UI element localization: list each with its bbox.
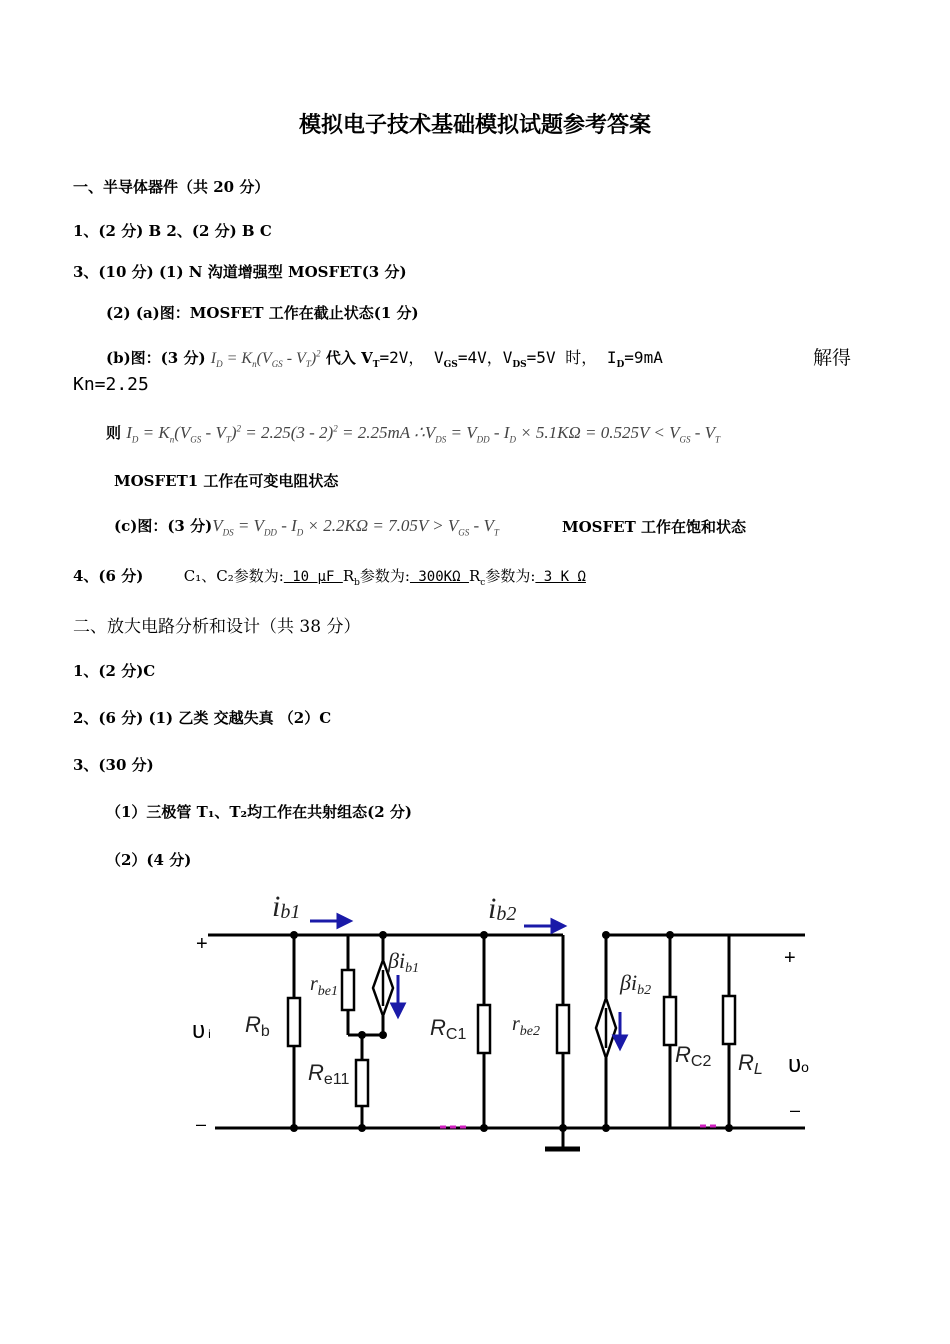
label-plus-out: + bbox=[784, 947, 796, 969]
s2-answer-q1: 1、(2 分)C bbox=[73, 662, 156, 680]
arrow-beta-ib2 bbox=[614, 1036, 626, 1048]
label-rb: Rb bbox=[245, 1012, 270, 1040]
small-signal-circuit bbox=[180, 880, 830, 1170]
arrow-ib2 bbox=[552, 920, 564, 932]
q3-b-label: (b)图：(3 分) bbox=[106, 349, 206, 367]
q3-b-solve: 解得 bbox=[813, 347, 852, 369]
label-vo: υo bbox=[788, 1051, 809, 1078]
label-plus-in: + bbox=[196, 933, 208, 955]
resistor-re11 bbox=[356, 1060, 368, 1106]
label-ib2: ib2 bbox=[488, 892, 517, 925]
label-beta-ib2: βib2 bbox=[620, 970, 652, 998]
label-rl: RL bbox=[738, 1050, 763, 1078]
q3-b-formula: $I_D = K_n(V_{GS} - V_T)^2$ bbox=[210, 348, 321, 370]
page-title: 模拟电子技术基础模拟试题参考答案 bbox=[298, 112, 651, 138]
answer-q1-q2: 1、(2 分) B 2、(2 分) B C bbox=[73, 222, 272, 240]
resistors bbox=[288, 970, 735, 1106]
q3-b-kn: Kn=2.25 bbox=[73, 374, 149, 395]
label-rbe1: $r_{be1}$ bbox=[310, 973, 339, 999]
q4-c-label: C₁、C₂参数为: bbox=[183, 567, 284, 585]
label-beta-ib1: βib1 bbox=[388, 948, 420, 976]
section-2-heading: 二、放大电路分析和设计（共 38 分） bbox=[73, 617, 361, 637]
label-ib1: ib1 bbox=[272, 890, 301, 923]
resistor-rc2 bbox=[664, 997, 676, 1045]
arrow-beta-ib1 bbox=[392, 1004, 404, 1016]
label-minus-in: – bbox=[196, 1114, 207, 1134]
resistor-rb bbox=[288, 998, 300, 1046]
answer-q4: 4、(6 分) C₁、C₂参数为: 10 μF $R_b$参数为: 300KΩ $R_c$参数为: 3 K Ω bbox=[73, 567, 586, 588]
label-vi: υi bbox=[192, 1017, 211, 1044]
arrow-ib1 bbox=[338, 915, 350, 927]
resistor-rl bbox=[723, 996, 735, 1044]
q4-rb-value: 300KΩ bbox=[409, 569, 469, 585]
label-minus-out: – bbox=[790, 1100, 801, 1120]
q3-c-state: MOSFET 工作在饱和状态 bbox=[562, 518, 746, 536]
resistor-rbe2 bbox=[557, 1005, 569, 1053]
label-rbe2: $r_{be2}$ bbox=[512, 1013, 541, 1039]
s2-answer-q3-1: （1）三极管 T₁、T₂均工作在共射组态(2 分) bbox=[106, 803, 412, 821]
answer-q3-head: 3、(10 分) (1) N 沟道增强型 MOSFET(3 分) bbox=[73, 263, 407, 281]
s2-answer-q3-head: 3、(30 分) bbox=[73, 756, 154, 774]
label-re11: Re11 bbox=[308, 1060, 350, 1088]
s2-answer-q2: 2、(6 分) (1) 乙类 交越失真 （2）C bbox=[73, 709, 332, 727]
label-rc1: RC1 bbox=[430, 1015, 467, 1043]
q4-c-value: 10 μF bbox=[283, 569, 343, 585]
q4-rc-value: 3 K Ω bbox=[535, 569, 586, 585]
answer-q3-a: (2) (a)图：MOSFET 工作在截止状态(1 分) bbox=[106, 304, 419, 322]
answer-q3-c: (c)图：(3 分)$V_{DS} = V_{DD} - I_D \times 2.2K\Omega = 7.05V > V_{GS} - V_T$ bbox=[114, 516, 499, 538]
section-1-heading: 一、半导体器件（共 20 分） bbox=[73, 178, 270, 196]
q3-b-substitute: 代入 $V_T=2V$， $V_{GS}=4V$，$V_{DS}=5V$ 时， $I_D=9mA$ bbox=[325, 348, 663, 370]
label-rc2: RC2 bbox=[675, 1042, 712, 1070]
resistor-rc1 bbox=[478, 1005, 490, 1053]
answer-q3-b bbox=[106, 345, 663, 370]
resistor-rbe1 bbox=[342, 970, 354, 1010]
s2-answer-q3-2: （2）(4 分) bbox=[106, 851, 192, 869]
answer-q3-b-calc: 则 $I_D = K_n(V_{GS} - V_T)^2 = 2.25(3 - 2)^2 = 2.25mA$ $\therefore V_{DS} = V_{DD} - I_D \times 5.1K\Omega = 0.525V < V_{GS} - V_T$ bbox=[106, 423, 721, 445]
q3-b-state: MOSFET1 工作在可变电阻状态 bbox=[114, 472, 339, 490]
